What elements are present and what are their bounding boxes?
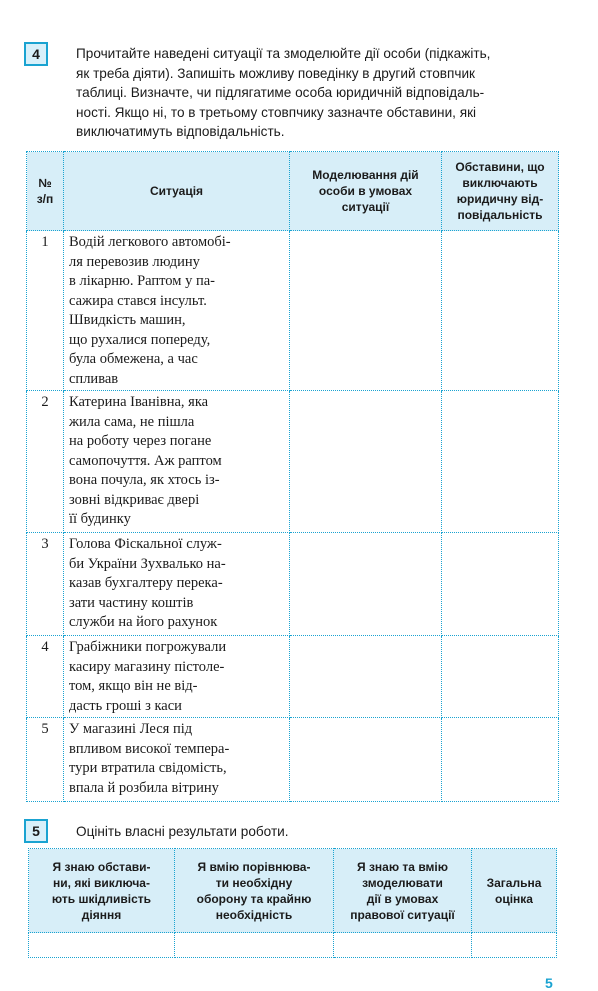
header-compare-defense: Я вмію порівнюва- ти необхідну оборону та крайню необхідність [175, 849, 334, 933]
circumstances-cell[interactable] [442, 718, 559, 802]
modeling-cell[interactable] [290, 636, 442, 718]
assessment-input-row [29, 933, 557, 958]
modeling-cell[interactable] [290, 533, 442, 636]
situation-text: Катерина Іванівна, яка жила сама, не пішла на роботу через погане самопочуття. Аж раптом вона почула, як хтось із- зовні відкриває двері її будинку [64, 391, 290, 533]
header-situation: Ситуація [64, 152, 290, 231]
task-5-instruction: Оцініть власні результати роботи. [76, 824, 289, 839]
circumstances-cell[interactable] [442, 533, 559, 636]
situation-text: Водій легкового автомобі- ля перевозив людину в лікарню. Раптом у па- сажира стався інсульт. Швидкість машин, що рухалися попереду, була обмежена, а час спливав [64, 231, 290, 391]
header-model-actions: Я знаю та вмію змоделювати дії в умовах правової ситуації [334, 849, 472, 933]
circumstances-cell[interactable] [442, 391, 559, 533]
header-circumstances: Обставини, що виключають юридичну від- повідальність [442, 152, 559, 231]
modeling-cell[interactable] [290, 391, 442, 533]
task-4-number-badge: 4 [24, 42, 48, 66]
header-overall-grade: Загальна оцінка [472, 849, 557, 933]
row-number: 4 [27, 636, 64, 718]
header-know-circumstances: Я знаю обстави- ни, які виключа- ють шкідливість діяння [29, 849, 175, 933]
grade-cell-defense[interactable] [175, 933, 334, 958]
circumstances-cell[interactable] [442, 636, 559, 718]
row-number: 3 [27, 533, 64, 636]
grade-cell-modeling[interactable] [334, 933, 472, 958]
assessment-header-row [29, 849, 557, 933]
situation-text: Голова Фіскальної служ- би України Зухвалько на- казав бухгалтеру перека- зати частину коштів служби на його рахунок [64, 533, 290, 636]
row-number: 2 [27, 391, 64, 533]
header-number: № з/п [27, 152, 64, 231]
modeling-cell[interactable] [290, 718, 442, 802]
table-row [27, 231, 559, 391]
grade-cell-overall[interactable] [472, 933, 557, 958]
table-row [27, 533, 559, 636]
self-assessment-table [28, 848, 557, 958]
circumstances-cell[interactable] [442, 231, 559, 391]
table-row [27, 718, 559, 802]
header-modeling: Моделювання дій особи в умовах ситуації [290, 152, 442, 231]
row-number: 5 [27, 718, 64, 802]
table-row [27, 636, 559, 718]
task-5-number-badge: 5 [24, 819, 48, 843]
situation-text: У магазині Леся під впливом високої темпера- тури втратила свідомість, впала й розбила вітрину [64, 718, 290, 802]
table-header-row [27, 152, 559, 231]
modeling-cell[interactable] [290, 231, 442, 391]
page-number: 5 [545, 975, 553, 991]
situations-table [26, 151, 559, 802]
table-row [27, 391, 559, 533]
grade-cell-circumstances[interactable] [29, 933, 175, 958]
row-number: 1 [27, 231, 64, 391]
task-4-instruction: Прочитайте наведені ситуації та змоделюйте дії особи (підкажіть, як треба діяти). Запишіть можливу поведінку в другий стовпчик таблиці. Визначте, чи підлягатиме особа юридичній відповідаль- ності. Якщо ні, то в третьому стовпчику зазначте обставини, які виключатимуть відповідальність. [76, 46, 491, 139]
situation-text: Грабіжники погрожували касиру магазину пістоле- том, якщо він не від- дасть гроші з каси [64, 636, 290, 718]
